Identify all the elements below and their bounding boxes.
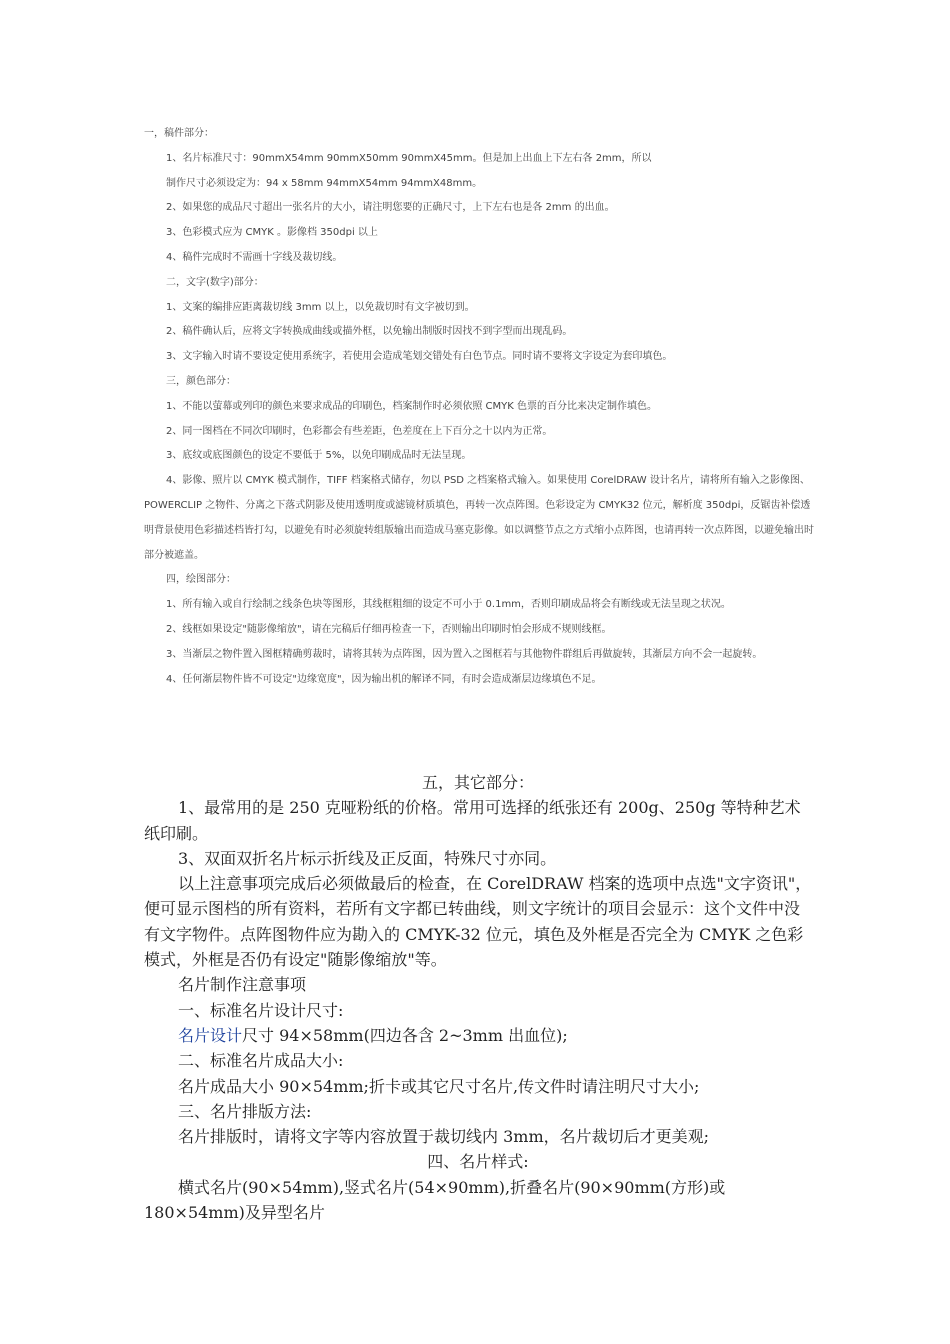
section5-para-1: 1、最常用的是 250 克哑粉纸的价格。常用可选择的纸张还有 200g、250g 等特种艺术纸印刷。 <box>144 798 801 843</box>
notes-para-4: 横式名片(90×54mm),竖式名片(54×90mm),折叠名片(90×90mm(方形)或 180×54mm)及异型名片 <box>144 1177 726 1223</box>
section4-item-3: 3、当渐层之物件置入图框精确剪裁时，请将其转为点阵图，因为置入之图框若与其他物件群组后再做旋转，其渐层方向不会一起旋转。 <box>166 648 763 660</box>
card-design-link[interactable]: 名片设计 <box>178 1025 243 1045</box>
section1-item-3: 3、色彩模式应为 CMYK 。影像档 350dpi 以上 <box>166 227 378 239</box>
section1-heading: 一，稿件部分： <box>144 128 214 139</box>
section3-item-1: 1、不能以萤幕或列印的颜色来要求成品的印刷色，档案制作时必须依照 CMYK 色票的百分比来决定制作填色。 <box>166 400 657 412</box>
notes-para-2: 名片成品大小 90×54mm;折卡或其它尺寸名片,传文件时请注明尺寸大小; <box>178 1076 700 1096</box>
notes-para-1-rest: 尺寸 94×58mm(四边各含 2~3mm 出血位); <box>242 1025 568 1045</box>
section2-item-3: 3、文字输入时请不要设定使用系统字，若使用会造成笔划交错处有白色节点。同时请不要将文字设定为套印填色。 <box>166 351 673 363</box>
notes-title: 名片制作注意事项 <box>178 975 307 995</box>
section1-item-2: 2、如果您的成品尺寸超出一张名片的大小，请注明您要的正确尺寸，上下左右也是各 2mm 的出血。 <box>166 202 615 214</box>
section4-heading: 四，绘图部分： <box>166 574 236 586</box>
section3-heading: 三，颜色部分： <box>166 375 236 387</box>
section1-item-1: 1、名片标准尺寸：90mmX54mm 90mmX50mm 90mmX45mm。但是加上出血上下左右各 2mm，所以 <box>166 152 652 164</box>
notes-heading-1: 一、标准名片设计尺寸: <box>178 1000 344 1020</box>
section2-heading: 二，文字(数字)部分： <box>166 276 264 288</box>
section3-item-2: 2、同一图档在不同次印刷时，色彩都会有些差距，色差度在上下百分之十以内为正常。 <box>166 425 553 437</box>
section5-para-3: 以上注意事项完成后必须做最后的检查，在 CorelDRAW 档案的选项中点选"文字资讯"，便可显示图档的所有资料，若所有文字都已转曲线，则文字统计的项目会显示：这个文件中没有文字物件。点阵图物件应为勘入的 CMYK-32 位元，填色及外框是否完全为 CMYK 之色彩模式，外框是否仍有设定"随影像缩放"等。 <box>144 874 812 970</box>
section5-heading: 五，其它部分： <box>421 773 534 792</box>
section4-item-1: 1、所有输入或自行绘制之线条色块等图形，其线框粗细的设定不可小于 0.1mm，否则印刷成品将会有断线或无法呈现之状况。 <box>166 599 731 611</box>
section3-item-4: 4、影像、照片以 CMYK 模式制作，TIFF 档案格式储存，勿以 PSD 之档案格式输入。如果使用 CorelDRAW 设计名片，请将所有输入之影像图、POWERCLIP 之物件、分离之下落式阴影及使用透明度或滤镜材质填色，再转一次点阵图。色彩设定为 CMYK32 位元，解析度 350dpi，反锯齿补偿透明背景使用色彩描述档皆打勾，以避免有时必须旋转组版输出而造成马塞克影像。如以调整节点之方式缩小点阵图，也请再转一次点阵图，以避免输出时部分被遮盖。 <box>144 475 814 561</box>
section5-para-2: 3、双面双折名片标示折线及正反面，特殊尺寸亦同。 <box>178 848 557 868</box>
notes-heading-4: 四、名片样式: <box>427 1152 529 1172</box>
section2-item-1: 1、文案的编排应距离裁切线 3mm 以上，以免裁切时有文字被切到。 <box>166 301 475 313</box>
section4-item-2: 2、线框如果设定"随影像缩放"，请在完稿后仔细再检查一下，否则输出印刷时怕会形成不规则线框。 <box>166 623 612 635</box>
section4-item-4: 4、任何渐层物件皆不可设定"边缘宽度"，因为输出机的解译不同，有时会造成渐层边缘填色不足。 <box>166 673 602 685</box>
section1-item-4: 4、稿件完成时不需画十字线及裁切线。 <box>166 251 343 263</box>
section3-item-3: 3、底纹或底图颜色的设定不要低于 5%，以免印刷成品时无法呈现。 <box>166 450 472 462</box>
section1-item-1-cont: 制作尺寸必须设定为：94 x 58mm 94mmX54mm 94mmX48mm。 <box>166 177 483 189</box>
small-print-section <box>144 122 820 692</box>
notes-heading-3: 三、名片排版方法: <box>178 1101 312 1121</box>
section2-item-2: 2、稿件确认后，应将文字转换成曲线或描外框，以免输出制版时因找不到字型而出现乱码。 <box>166 326 573 338</box>
notes-heading-2: 二、标准名片成品大小: <box>178 1051 344 1071</box>
large-print-section <box>144 770 812 1225</box>
notes-para-1 <box>144 1023 812 1048</box>
notes-para-3: 名片排版时，请将文字等内容放置于裁切线内 3mm，名片裁切后才更美观; <box>178 1127 710 1147</box>
